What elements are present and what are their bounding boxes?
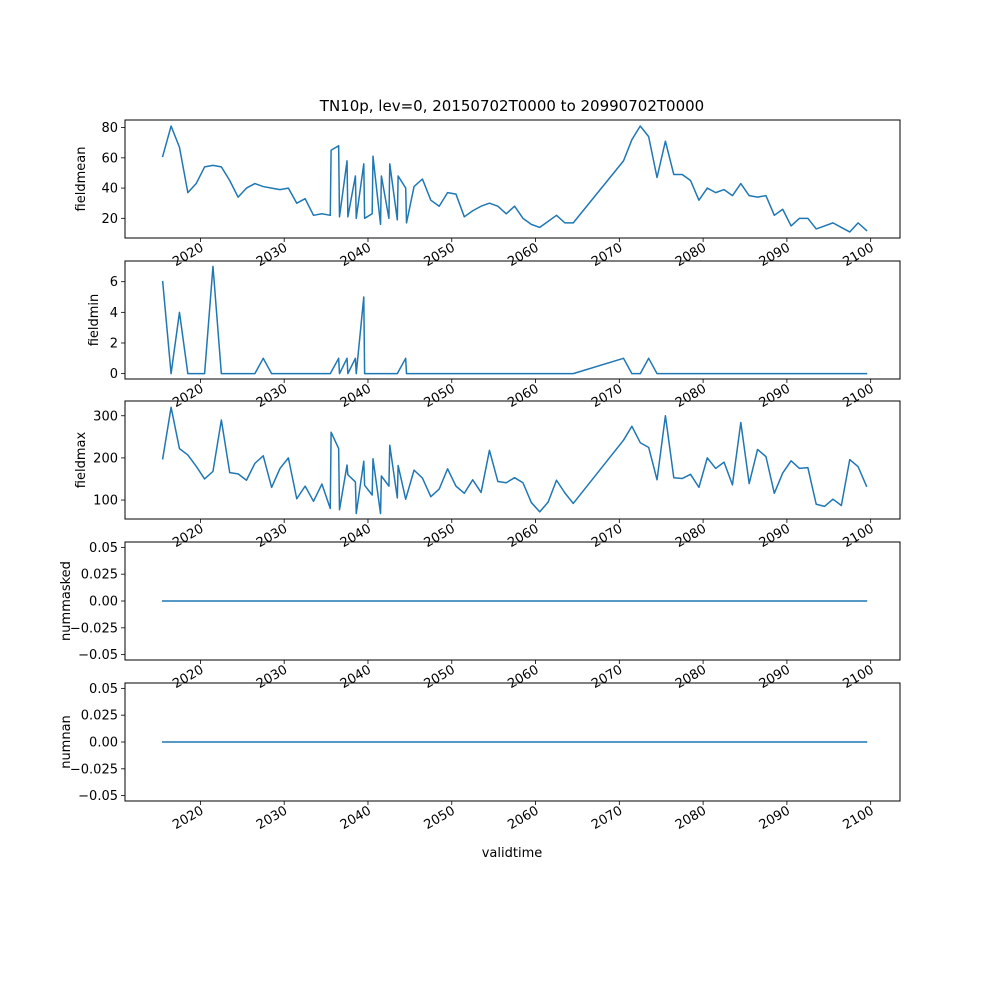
nummasked-x-tick-label: 2050 xyxy=(421,662,458,693)
fieldmin-x-tick-label: 2100 xyxy=(840,381,877,412)
numnan-x-tick-label: 2020 xyxy=(170,803,207,834)
x-axis-label: validtime xyxy=(481,846,543,861)
fieldmean-x-tick-label: 2020 xyxy=(170,240,207,271)
fieldmax-x-tick-label: 2050 xyxy=(421,521,458,552)
fieldmax-x-tick-label: 2030 xyxy=(254,521,291,552)
nummasked-x-tick-label: 2100 xyxy=(840,662,877,693)
fieldmean-x-tick-label: 2060 xyxy=(505,240,542,271)
nummasked-x-tick-label: 2080 xyxy=(672,662,710,693)
fieldmean-x-tick-label: 2070 xyxy=(589,240,626,271)
numnan-x-tick-label: 2100 xyxy=(840,803,877,834)
fieldmax-x-tick-label: 2100 xyxy=(840,521,877,552)
fieldmax-x-tick-label: 2060 xyxy=(505,521,542,552)
fieldmax-y-axis-label: fieldmax xyxy=(74,431,89,489)
fieldmax-y-tick-label: 300 xyxy=(93,409,118,425)
nummasked-x-tick-label: 2070 xyxy=(589,662,626,693)
fieldmean-x-tick-label: 2080 xyxy=(672,240,710,271)
numnan-y-tick-label: −0.025 xyxy=(69,762,118,778)
fieldmin-y-tick-label: 2 xyxy=(109,336,118,352)
numnan-y-tick-label: 0.025 xyxy=(80,708,118,724)
nummasked-y-tick-label: −0.025 xyxy=(69,621,118,637)
numnan-x-tick-label: 2080 xyxy=(672,803,710,834)
fieldmin-y-tick-label: 6 xyxy=(109,275,118,291)
nummasked-y-tick-label: 0.00 xyxy=(89,594,118,610)
numnan-y-tick-label: 0.05 xyxy=(89,681,118,697)
numnan-x-tick-label: 2060 xyxy=(505,803,542,834)
fieldmin-y-tick-label: 0 xyxy=(109,367,118,383)
nummasked-y-tick-label: 0.025 xyxy=(80,567,118,583)
fieldmean-y-tick-label: 60 xyxy=(101,151,118,167)
fieldmean-x-tick-label: 2030 xyxy=(254,240,291,271)
numnan-y-axis-label: numnan xyxy=(59,715,74,769)
fieldmean-y-axis-label: fieldmean xyxy=(74,146,89,212)
fieldmax-x-tick-label: 2020 xyxy=(170,521,207,552)
nummasked-y-tick-label: −0.05 xyxy=(78,648,118,664)
fieldmin-y-axis-label: fieldmin xyxy=(87,293,102,347)
fieldmax-x-tick-label: 2070 xyxy=(589,521,626,552)
fieldmean-x-tick-label: 2050 xyxy=(421,240,458,271)
fieldmin-x-tick-label: 2070 xyxy=(589,381,626,412)
fieldmean-x-tick-label: 2040 xyxy=(337,240,374,271)
fieldmin-y-tick-label: 4 xyxy=(109,305,118,321)
numnan-x-tick-label: 2030 xyxy=(254,803,291,834)
chart-title: TN10p, lev=0, 20150702T0000 to 20990702T0000 xyxy=(319,97,705,115)
fieldmin-x-tick-label: 2090 xyxy=(756,381,793,412)
nummasked-x-tick-label: 2040 xyxy=(337,662,374,693)
numnan-y-tick-label: −0.05 xyxy=(78,789,118,805)
numnan-x-tick-label: 2040 xyxy=(337,803,374,834)
fieldmin-x-tick-label: 2020 xyxy=(170,381,207,412)
fieldmax-x-tick-label: 2080 xyxy=(672,521,710,552)
nummasked-y-tick-label: 0.05 xyxy=(89,540,118,556)
fieldmin-x-tick-label: 2080 xyxy=(672,381,710,412)
nummasked-x-tick-label: 2020 xyxy=(170,662,207,693)
fieldmax-x-tick-label: 2090 xyxy=(756,521,793,552)
fieldmean-x-tick-label: 2090 xyxy=(756,240,793,271)
nummasked-x-tick-label: 2030 xyxy=(254,662,291,693)
fieldmean-y-tick-label: 20 xyxy=(101,211,118,227)
numnan-x-tick-label: 2070 xyxy=(589,803,626,834)
fieldmin-x-tick-label: 2030 xyxy=(254,381,291,412)
nummasked-x-tick-label: 2060 xyxy=(505,662,542,693)
numnan-x-tick-label: 2050 xyxy=(421,803,458,834)
fieldmin-x-tick-label: 2040 xyxy=(337,381,374,412)
nummasked-y-axis-label: nummasked xyxy=(59,561,74,641)
numnan-x-tick-label: 2090 xyxy=(756,803,793,834)
fieldmin-x-tick-label: 2050 xyxy=(421,381,458,412)
nummasked-x-tick-label: 2090 xyxy=(756,662,793,693)
fieldmean-x-tick-label: 2100 xyxy=(840,240,877,271)
fieldmax-y-tick-label: 100 xyxy=(93,493,118,509)
fieldmax-y-tick-label: 200 xyxy=(93,451,118,467)
numnan-y-tick-label: 0.00 xyxy=(89,735,118,751)
fieldmean-y-tick-label: 80 xyxy=(101,121,118,137)
fieldmean-y-tick-label: 40 xyxy=(101,181,118,197)
fieldmin-x-tick-label: 2060 xyxy=(505,381,542,412)
fieldmax-x-tick-label: 2040 xyxy=(337,521,374,552)
